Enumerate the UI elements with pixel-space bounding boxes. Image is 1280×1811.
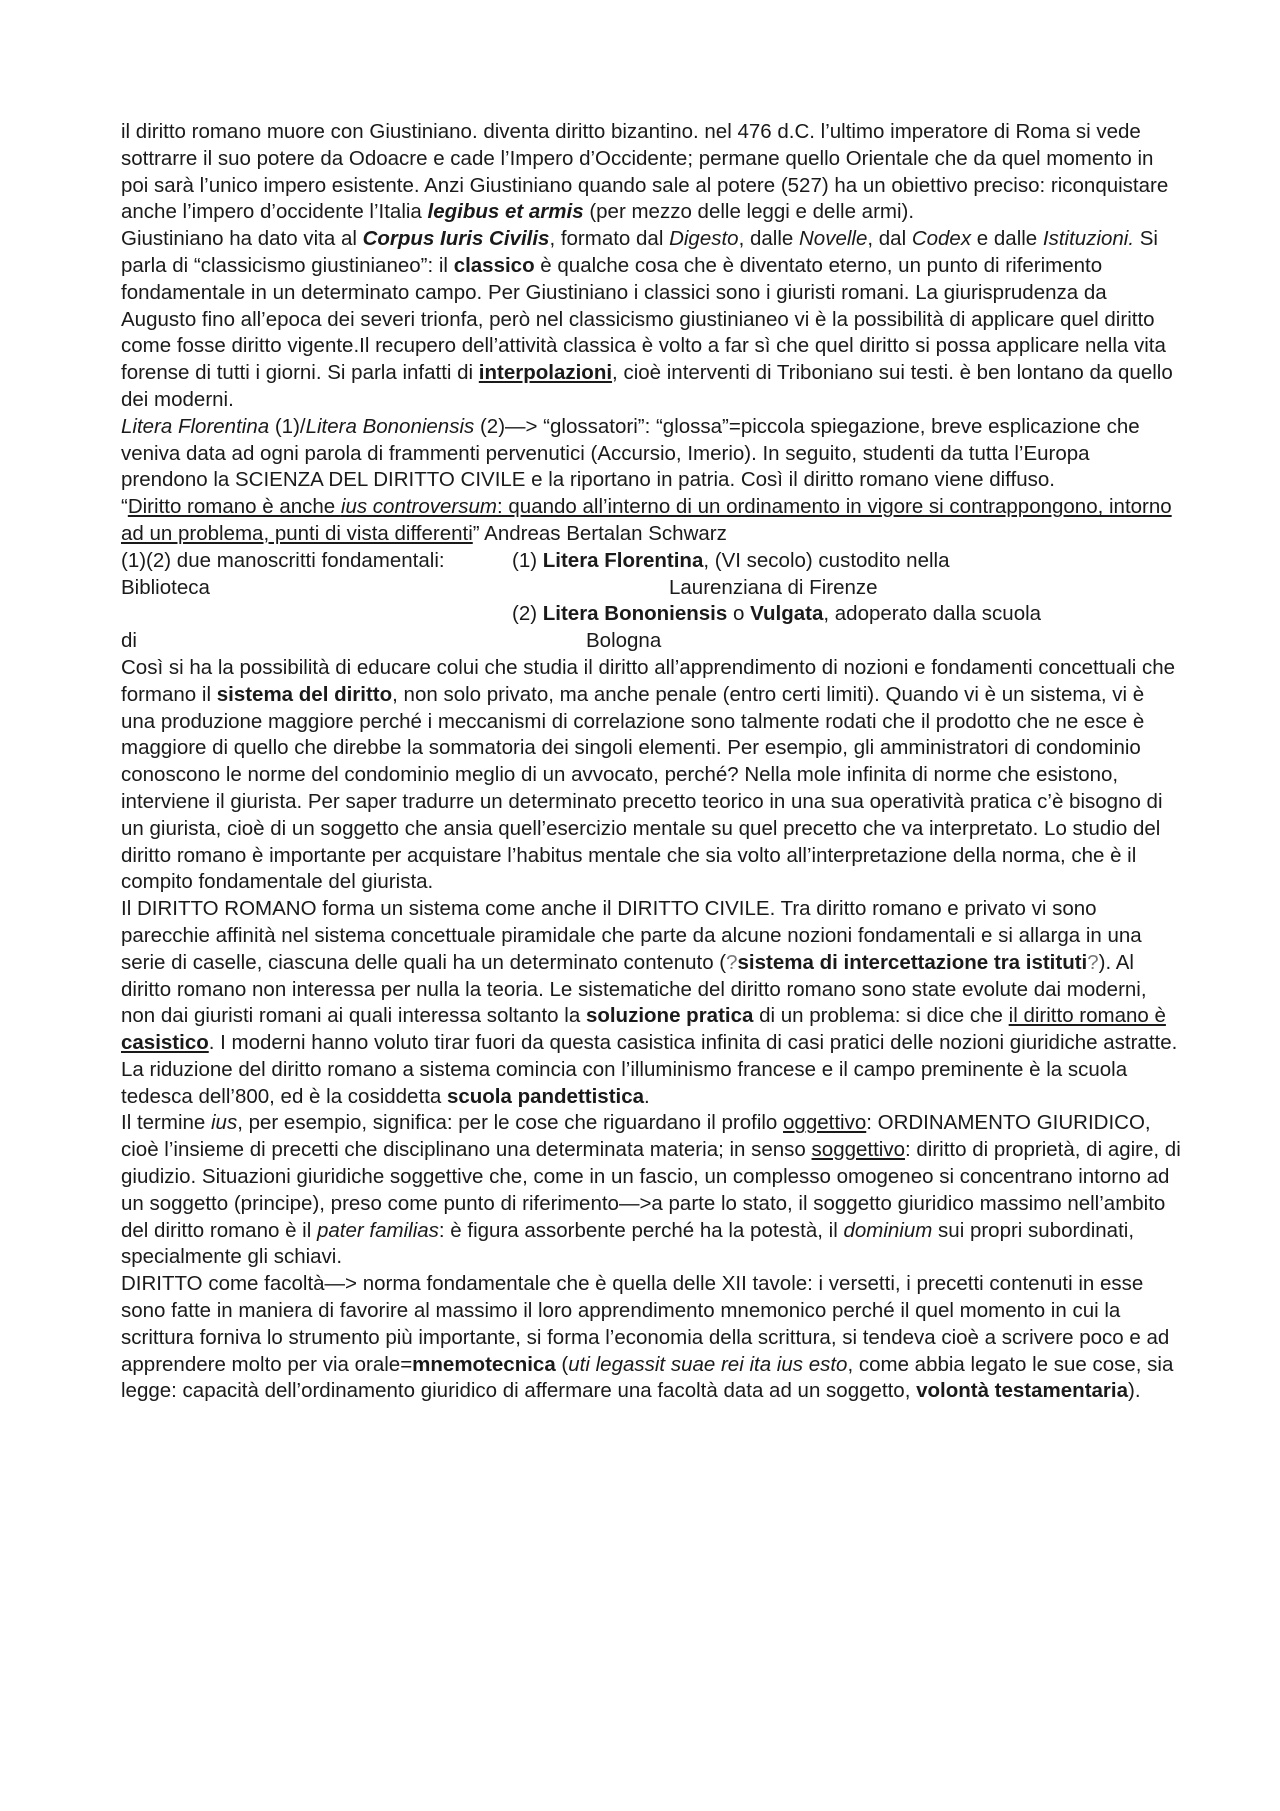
text: ). [1128, 1379, 1141, 1403]
paragraph-corpus-iuris [121, 226, 1181, 414]
document-page [121, 119, 1181, 1405]
text: è qualche cosa che è diventato eterno, un punto di riferimento fondamentale in un determinato campo. Per Giustiniano i classici sono i giuristi romani. La giurisprudenza da Augusto fino all’epoca dei severi trionfa, però nel classicismo giustinianeo vi è la possibilità di applicare quel diritto come fosse diritto vigente.Il recupero dell’attività classica è volto a far sì che quel diritto si possa applicare nella vita forense di tutti i giorni. Si parla infatti di [121, 253, 1166, 385]
text: ? [1087, 950, 1099, 974]
term-interpolazioni: interpolazioni [478, 361, 613, 385]
text: (1)/ [269, 414, 306, 438]
text: Si parla di “classicismo giustinianeo”: il [121, 227, 1158, 277]
term-litera-florentina: Litera Florentina [121, 414, 270, 438]
term-digesto: Digesto [669, 227, 739, 251]
text: La riduzione del diritto romano a sistema comincia con l’illuminismo francese e il campo preminente è la scuola tedesca dell’800, ed è la cosiddetta [121, 1057, 1128, 1108]
note-1-continuation [121, 575, 1181, 602]
term-ius-controversum: ius controversum [340, 495, 497, 519]
term-vulgata: Vulgata [750, 602, 824, 626]
text: : ORDINAMENTO GIURIDICO, cioè l’insieme di precetti che disciplinano una determinata materia; in senso [121, 1111, 1151, 1162]
text: il diritto romano muore con Giustiniano. diventa diritto bizantino. nel 476 d.C. l’ultimo imperatore di Roma si vede sottrarre il suo potere da Odoacre e cade l’Impero d’Occidente; permane quello Orientale che da quel momento in poi sarà l’unico impero esistente. Anzi Giustiniano quando sale al potere (527) ha un obiettivo preciso: riconquistare anche l’impero d’occidente l’Italia [121, 120, 1169, 224]
term-mnemotecnica: mnemotecnica [412, 1352, 556, 1376]
term-litera-bononiensis: Litera Bononiensis [305, 414, 475, 438]
paragraph-diritto-civile [121, 896, 1181, 1057]
term-classico: classico [453, 253, 535, 277]
paragraph-ius [121, 1110, 1181, 1271]
text: , come abbia legato le sue cose, sia legge: capacità dell’ordinamento giuridico di affermare una facoltà data ad un soggetto, [121, 1352, 1174, 1403]
paragraph-giustiniano [121, 119, 1181, 226]
text: , non solo privato, ma anche penale (entro certi limiti). Quando vi è un sistema, vi è una produzione maggiore perché i meccanismi di correlazione sono talmente rodati che il prodotto che ne esce è maggiore di quello che direbbe la sommatoria dei singoli elementi. Per esempio, gli amministratori di condominio conoscono le norme del condominio meglio di un avvocato, perché? Nella mole infinita di norme che esistono, interviene il giurista. Per saper tradurre un determinato precetto teorico in una sua operatività pratica c’è bisogno di un giurista, cioè di un soggetto che ansia quell’esercizio mentale su quel precetto che va interpretato. Lo studio del diritto romano è importante per acquistare l’habitus mentale che sia volto all’interpretazione della norma, che è il compito fondamentale del giurista. [121, 682, 1163, 894]
term-litera-bononiensis: Litera Bononiensis [542, 602, 728, 626]
text: , cioè interventi di Triboniano sui testi. è ben lontano da quello dei moderni. [121, 361, 1173, 411]
text: , (VI secolo) custodito nella [703, 548, 950, 572]
term-volonta-testamentaria: volontà testamentaria [916, 1379, 1128, 1403]
notes-intro: (1)(2) due manoscritti fondamentali: [121, 548, 445, 572]
term-oggettivo: oggettivo [783, 1111, 867, 1135]
text: (2)—> “glossatori”: “glossa”=piccola spiegazione, breve esplicazione che veniva data ad ogni parola di frammenti pervenutici (Accursio, Imerio). In seguito, studenti da tutta l’Europa prendono la SCIENZA DEL DIRITTO CIVILE e la riportano in patria. Così il diritto romano viene diffuso. [121, 414, 1140, 492]
text: ). Al diritto romano non interessa per nulla la teoria. Le sistematiche del diritto romano sono state evolute dai moderni, non dai giuristi romani ai quali interessa soltanto la [121, 950, 1147, 1028]
text: Bologna [586, 629, 662, 653]
text: Diritto romano è anche [127, 495, 341, 519]
term-soluzione-pratica: soluzione pratica [585, 1004, 754, 1028]
text: Il DIRITTO ROMANO forma un sistema come anche il DIRITTO CIVILE. Tra diritto romano e privato vi sono parecchie affinità nel sistema concettuale piramidale che parte da alcune nozioni fondamentali e si allarga in una serie di caselle, ciascuna delle quali ha un determinato contenuto ( [121, 897, 1142, 974]
text: di [121, 629, 137, 653]
text: Il termine [121, 1111, 211, 1135]
term-corpus-iuris: Corpus Iuris Civilis [362, 227, 550, 251]
term-sistema-intercettazione: sistema di intercettazione tra istituti [737, 950, 1088, 974]
text: : quando all’interno di un ordinamento in vigore si contrappongono, intorno ad un problema, punti di vista differenti [121, 495, 1172, 545]
text: , formato dal [549, 227, 670, 251]
note-2 [121, 601, 1181, 628]
term-litera-florentina: Litera Florentina [542, 548, 704, 572]
term-istituzioni: Istituzioni. [1042, 227, 1135, 251]
text: Laurenziana di Firenze [669, 575, 878, 599]
term-soggettivo: soggettivo [811, 1138, 905, 1162]
text: DIRITTO come facoltà—> norma fondamentale che è quella delle XII tavole: i versetti, i precetti contenuti in esse sono fatte in maniera di favorire al massimo il loro apprendimento mnemonico perché il quel momento in cui la scrittura forniva lo strumento più importante, si forma l’economia della scrittura, si tendeva cioè a scrivere poco e ad apprendere molto per via orale= [121, 1272, 1170, 1376]
term-dominium: dominium [843, 1218, 933, 1242]
note-2-continuation [121, 628, 1181, 655]
text: “ [121, 495, 128, 519]
text: ( [555, 1352, 569, 1376]
text: (per mezzo delle leggi e delle armi). [583, 200, 915, 224]
text: : diritto di proprietà, di agire, di giudizio. Situazioni giuridiche soggettive che, come in un fascio, un complesso omogeneo si concentrano intorno ad un soggetto (principe), preso come punto di riferimento—>a parte lo stato, il soggetto giuridico massimo nell’ambito del diritto romano è il [121, 1138, 1181, 1242]
text: e dalle [971, 227, 1043, 251]
paragraph-sistema [121, 655, 1181, 896]
quote-author: ” Andreas Bertalan Schwarz [472, 521, 727, 545]
text: (2) [512, 602, 543, 626]
paragraph-litera [121, 414, 1181, 494]
term-scuola-pandettistica: scuola pandettistica [446, 1084, 645, 1108]
text: , adoperato dalla scuola [823, 602, 1042, 626]
term-codex: Codex [911, 227, 972, 251]
latin-phrase: uti legassit suae rei ita ius esto [568, 1352, 848, 1376]
term-pater-familias: pater familias [316, 1218, 439, 1242]
text: il diritto romano è [1008, 1004, 1166, 1028]
text: o [727, 602, 751, 626]
text: : è figura assorbente perché ha la potestà, il [438, 1218, 844, 1242]
term-ius: ius [211, 1111, 238, 1135]
text: Giustiniano ha dato vita al [121, 227, 363, 251]
paragraph-pandettistica [121, 1057, 1181, 1111]
text: di un problema: si dice che [753, 1004, 1009, 1028]
term-novelle: Novelle [799, 227, 868, 251]
text: , per esempio, significa: per le cose che riguardano il profilo [237, 1111, 784, 1135]
text: ? [726, 950, 738, 974]
text: . I moderni hanno voluto tirar fuori da questa casistica infinita di casi pratici delle nozioni giuridiche astratte. [208, 1031, 1178, 1055]
text: Così si ha la possibilità di educare colui che studia il diritto all’apprendimento di nozioni e fondamenti concettuali che formano il [121, 655, 1176, 706]
latin-phrase: legibus et armis [427, 200, 584, 224]
text: , dal [867, 227, 912, 251]
text: sui propri subordinati, specialmente gli schiavi. [121, 1218, 1135, 1269]
term-sistema-del-diritto: sistema del diritto [216, 682, 393, 706]
paragraph-xii-tavole [121, 1271, 1181, 1405]
text: , dalle [738, 227, 799, 251]
note-1 [121, 548, 1181, 575]
paragraph-quote [121, 494, 1181, 548]
note-1-text [512, 548, 949, 575]
term-casistico: casistico [121, 1031, 209, 1055]
text: . [644, 1084, 650, 1108]
text: (1) [512, 548, 543, 572]
text: Biblioteca [121, 575, 210, 599]
